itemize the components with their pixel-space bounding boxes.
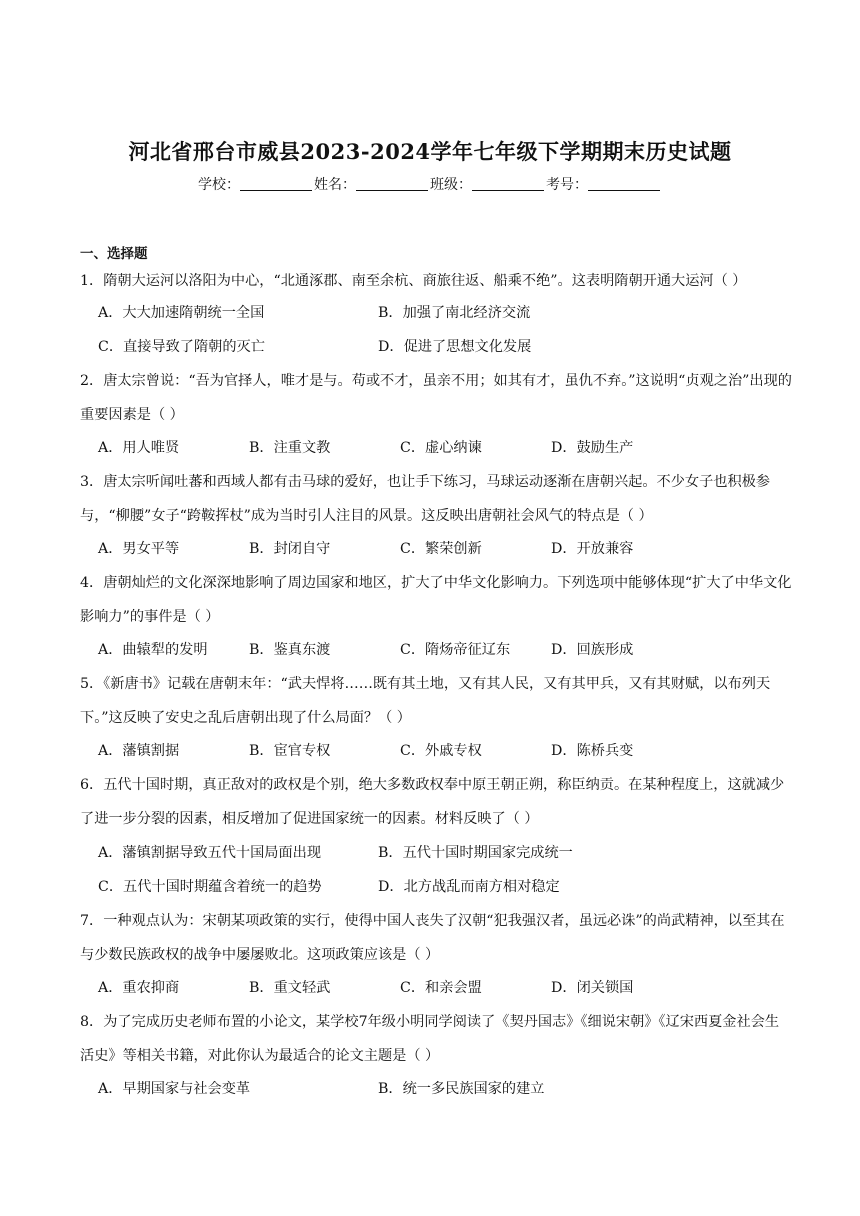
question-stem: 5．《新唐书》记载在唐朝末年：“武夫悍将……既有其土地，又有其人民，又有其甲兵，又有其财赋，以布列天下。”这反映了安史之乱后唐朝出现了什么局面？（ ） [80, 676, 771, 726]
question-4-options [98, 633, 702, 667]
option-d[interactable]: D．陈桥兵变 [551, 743, 634, 759]
question-stem: 4．唐朝灿烂的文化深深地影响了周边国家和地区，扩大了中华文化影响力。下列选项中能够体现“扩大了中华文化影响力”的事件是（ ） [80, 575, 792, 625]
question-stem: 8．为了完成历史老师布置的小论文，某学校7年级小明同学阅读了《契丹国志》《细说宋朝》《辽宋西夏金社会生活史》等相关书籍，对此你认为最适合的论文主题是（ ） [80, 1014, 780, 1064]
option-b[interactable]: B．封闭自守 [249, 541, 331, 557]
option-b[interactable]: B．重文轻武 [249, 980, 331, 996]
question-2 [80, 364, 792, 432]
option-b[interactable]: B．宦官专权 [249, 743, 331, 759]
option-c[interactable]: C．虚心纳谏 [400, 440, 482, 456]
question-2-options [98, 431, 702, 465]
option-d[interactable]: D．北方战乱而南方相对稳定 [378, 879, 560, 895]
question-6 [80, 768, 792, 836]
option-b[interactable]: B．鉴真东渡 [249, 642, 331, 658]
question-1 [80, 264, 792, 298]
option-a[interactable]: A．用人唯贤 [98, 440, 180, 456]
option-b[interactable]: B．统一多民族国家的建立 [378, 1081, 545, 1097]
student-info-line [0, 174, 860, 194]
question-8 [80, 1005, 792, 1073]
school-field-label: 学校： [198, 177, 240, 193]
option-a[interactable]: A．藩镇割据 [98, 743, 180, 759]
exam-number-field-blank[interactable] [588, 176, 660, 191]
question-3-options [98, 532, 702, 566]
option-a[interactable]: A．大大加速隋朝统一全国 [98, 305, 265, 321]
option-b[interactable]: B．五代十国时期国家完成统一 [378, 845, 573, 861]
question-7 [80, 904, 792, 972]
question-8-options [98, 1072, 658, 1106]
question-1-options-row-2 [98, 330, 658, 364]
option-c[interactable]: C．外戚专权 [400, 743, 482, 759]
name-field-blank[interactable] [356, 176, 428, 191]
question-stem: 3．唐太宗听闻吐蕃和西域人都有击马球的爱好，也让手下练习，马球运动逐渐在唐朝兴起。不少女子也积极参与，“柳腰”女子“跨鞍挥杖”成为当时引人注目的风景。这反映出唐朝社会风气的特点是（ ） [80, 474, 771, 524]
question-5 [80, 667, 792, 735]
school-field-blank[interactable] [240, 176, 312, 191]
class-field-blank[interactable] [472, 176, 544, 191]
question-6-options-row-2 [98, 870, 658, 904]
question-3 [80, 465, 792, 533]
option-c[interactable]: C．隋炀帝征辽东 [400, 642, 511, 658]
option-a[interactable]: A．重农抑商 [98, 980, 180, 996]
page-title: 河北省邢台市威县2023-2024学年七年级下学期期末历史试题 [128, 139, 732, 164]
class-field-label: 班级： [430, 177, 472, 193]
exam-number-field-label: 考号： [546, 177, 588, 193]
option-a[interactable]: A．藩镇割据导致五代十国局面出现 [98, 845, 322, 861]
question-5-options [98, 734, 702, 768]
question-stem: 1．隋朝大运河以洛阳为中心，“北通涿郡、南至余杭、商旅往返、船乘不绝”。这表明隋朝开通大运河（ ） [80, 273, 747, 289]
option-d[interactable]: D．鼓励生产 [551, 440, 634, 456]
option-d[interactable]: D．回族形成 [551, 642, 634, 658]
option-d[interactable]: D．闭关锁国 [551, 980, 634, 996]
question-stem: 6．五代十国时期，真正敌对的政权是个别，绝大多数政权奉中原王朝正朔，称臣纳贡。在某种程度上，这就减少了进一步分裂的因素，相反增加了促进国家统一的因素。材料反映了（ ） [80, 777, 785, 827]
option-d[interactable]: D．开放兼容 [551, 541, 634, 557]
option-b[interactable]: B．加强了南北经济交流 [378, 305, 531, 321]
question-7-options [98, 971, 702, 1005]
option-a[interactable]: A．男女平等 [98, 541, 180, 557]
section-heading: 一、选择题 [80, 246, 148, 262]
option-c[interactable]: C．直接导致了隋朝的灭亡 [98, 339, 265, 355]
question-stem: 7．一种观点认为：宋朝某项政策的实行，使得中国人丧失了汉朝“犯我强汉者，虽远必诛”的尚武精神，以至其在与少数民族政权的战争中屡屡败北。这项政策应该是（ ） [80, 913, 785, 963]
question-6-options-row-1 [98, 836, 658, 870]
question-1-options-row-1 [98, 296, 658, 330]
option-c[interactable]: C．五代十国时期蕴含着统一的趋势 [98, 879, 322, 895]
option-c[interactable]: C．和亲会盟 [400, 980, 482, 996]
name-field-label: 姓名： [314, 177, 356, 193]
question-4 [80, 566, 792, 634]
option-a[interactable]: A．早期国家与社会变革 [98, 1081, 251, 1097]
option-d[interactable]: D．促进了思想文化发展 [378, 339, 532, 355]
option-c[interactable]: C．繁荣创新 [400, 541, 482, 557]
option-b[interactable]: B．注重文教 [249, 440, 331, 456]
option-a[interactable]: A．曲辕犁的发明 [98, 642, 208, 658]
question-stem: 2．唐太宗曾说：“吾为官择人，唯才是与。苟或不才，虽亲不用；如其有才，虽仇不弃。”这说明“贞观之治”出现的重要因素是（ ） [80, 373, 792, 423]
